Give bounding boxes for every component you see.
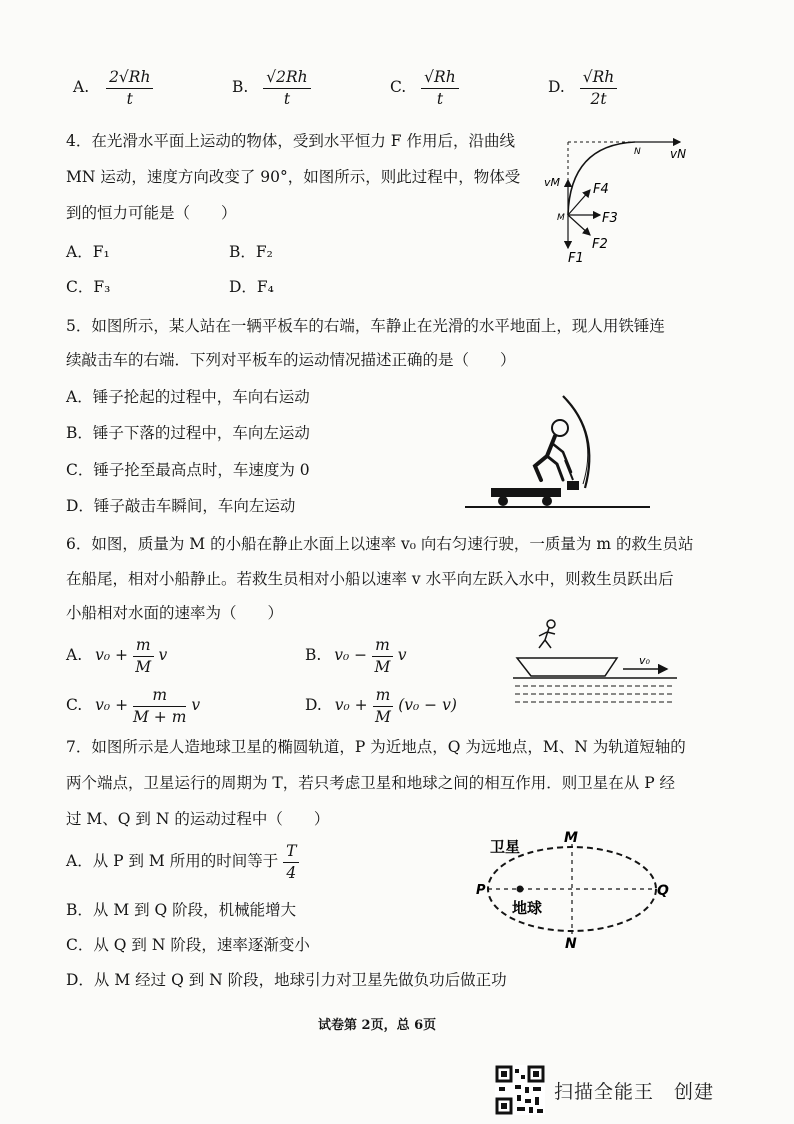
q5-stem-line-2: 续敲击车的右端．下列对平板车的运动情况描述正确的是（ ） (66, 351, 516, 369)
option-numerator: √Rh (421, 68, 459, 89)
q4-force-diagram (530, 130, 700, 270)
q4-stem-line-1: 4．在光滑水平面上运动的物体，受到水平恒力 F 作用后，沿曲线 (66, 132, 515, 150)
option-prefix: v₀ + (334, 696, 368, 714)
option-suffix: v (158, 646, 168, 664)
q6-option-c (66, 686, 200, 726)
q4-option-b: B．F₂ (229, 243, 273, 261)
option-letter: B. (305, 646, 322, 664)
q3-option-b (232, 68, 311, 108)
label-vn: vN (670, 147, 687, 161)
option-prefix: A．从 P 到 M 所用的时间等于 (66, 852, 279, 870)
option-numerator: √Rh (580, 68, 618, 89)
option-suffix: v (397, 646, 407, 664)
option-numerator: T (283, 842, 299, 863)
q4-stem-line-3: 到的恒力可能是（ ） (66, 204, 237, 222)
label-f2: F2 (592, 237, 608, 252)
q5-option-a: A．锤子抡起的过程中，车向右运动 (66, 388, 310, 406)
option-letter: A. (73, 78, 90, 96)
q6-boat-figure (505, 612, 685, 712)
q7-orbit-figure (470, 828, 680, 950)
label-v0: v₀ (639, 654, 650, 667)
option-suffix: (v₀ − v) (398, 696, 457, 714)
option-prefix: v₀ + (95, 696, 129, 714)
option-letter: C. (66, 696, 83, 714)
q5-option-d: D．锤子敲击车瞬间，车向左运动 (66, 497, 296, 515)
q4-stem-line-2: MN 运动，速度方向改变了 90°，如图所示，则此过程中，物体受 (66, 168, 521, 186)
option-letter: B. (232, 78, 249, 96)
q3-option-d (548, 68, 617, 108)
option-prefix: v₀ + (95, 646, 128, 664)
q7-option-a (66, 842, 299, 882)
q4-option-d: D．F₄ (229, 278, 274, 296)
option-numerator: m (133, 636, 154, 657)
label-q: Q (657, 883, 669, 899)
option-denominator: 2t (590, 90, 607, 108)
q6-option-d (305, 686, 457, 726)
q6-option-a (66, 636, 167, 676)
option-numerator: 2√Rh (106, 68, 153, 89)
label-earth: 地球 (512, 899, 543, 917)
option-letter: C. (390, 78, 407, 96)
option-prefix: v₀ − (334, 646, 368, 664)
q6-option-b (305, 636, 407, 676)
q4-option-a: A．F₁ (66, 243, 110, 261)
option-letter: D. (305, 696, 322, 714)
q7-stem-line-2: 两个端点，卫星运行的周期为 T，若只考虑卫星和地球之间的相互作用．则卫星在从 P 经 (66, 774, 676, 792)
label-f4: F4 (593, 182, 609, 197)
qr-code-icon (495, 1065, 545, 1115)
option-denominator: t (436, 90, 444, 108)
q5-cart-hammer-figure (455, 388, 655, 518)
q6-stem-line-3: 小船相对水面的速率为（ ） (66, 604, 284, 622)
q3-option-a (73, 68, 153, 108)
option-denominator: 4 (286, 864, 297, 882)
option-denominator: t (283, 90, 291, 108)
q5-option-b: B．锤子下落的过程中，车向左运动 (66, 424, 310, 442)
option-denominator: M (374, 708, 391, 726)
q7-option-c: C．从 Q 到 N 阶段，速率逐渐变小 (66, 936, 310, 954)
option-denominator: t (126, 90, 133, 108)
option-numerator: √2Rh (263, 68, 310, 89)
q5-stem-line-1: 5．如图所示，某人站在一辆平板车的右端，车静止在光滑的水平地面上，现人用铁锤连 (66, 317, 665, 335)
option-numerator: m (133, 686, 186, 707)
page-footer: 试卷第 2页，总 6页 (318, 1018, 437, 1033)
label-p: P (476, 883, 486, 898)
q7-stem-line-1: 7．如图所示是人造地球卫星的椭圆轨道，P 为近地点，Q 为远地点，M、N 为轨道短轴的 (66, 738, 686, 756)
q7-option-b: B．从 M 到 Q 阶段，机械能增大 (66, 901, 297, 919)
option-letter: A. (66, 646, 83, 664)
option-letter: D. (548, 78, 565, 96)
option-denominator: M + m (133, 708, 187, 726)
option-denominator: M (374, 658, 391, 676)
label-n: N (565, 936, 577, 950)
option-denominator: M (135, 658, 152, 676)
q3-option-c (390, 68, 459, 108)
q7-stem-line-3: 过 M、Q 到 N 的运动过程中（ ） (66, 810, 330, 828)
q6-stem-line-1: 6．如图，质量为 M 的小船在静止水面上以速率 v₀ 向右匀速行驶，一质量为 m 的救生员站 (66, 535, 694, 553)
q6-stem-line-2: 在船尾，相对小船静止。若救生员相对小船以速率 v 水平向左跃入水中，则救生员跃出后 (66, 570, 674, 588)
label-n: N (634, 147, 641, 157)
q7-option-d: D．从 M 经过 Q 到 N 阶段，地球引力对卫星先做负功后做正功 (66, 971, 507, 989)
option-numerator: m (373, 686, 394, 707)
option-numerator: m (372, 636, 393, 657)
scanner-watermark: 扫描全能王 创建 (554, 1081, 715, 1103)
label-f3: F3 (602, 211, 618, 226)
label-m: M (564, 830, 578, 846)
option-suffix: v (191, 696, 201, 714)
q5-option-c: C．锤子抡至最高点时，车速度为 0 (66, 461, 310, 479)
q4-option-c: C．F₃ (66, 278, 111, 296)
label-satellite: 卫星 (490, 838, 521, 856)
label-vm: vM (544, 176, 561, 189)
label-f1: F1 (568, 251, 584, 266)
label-m: M (557, 213, 565, 223)
